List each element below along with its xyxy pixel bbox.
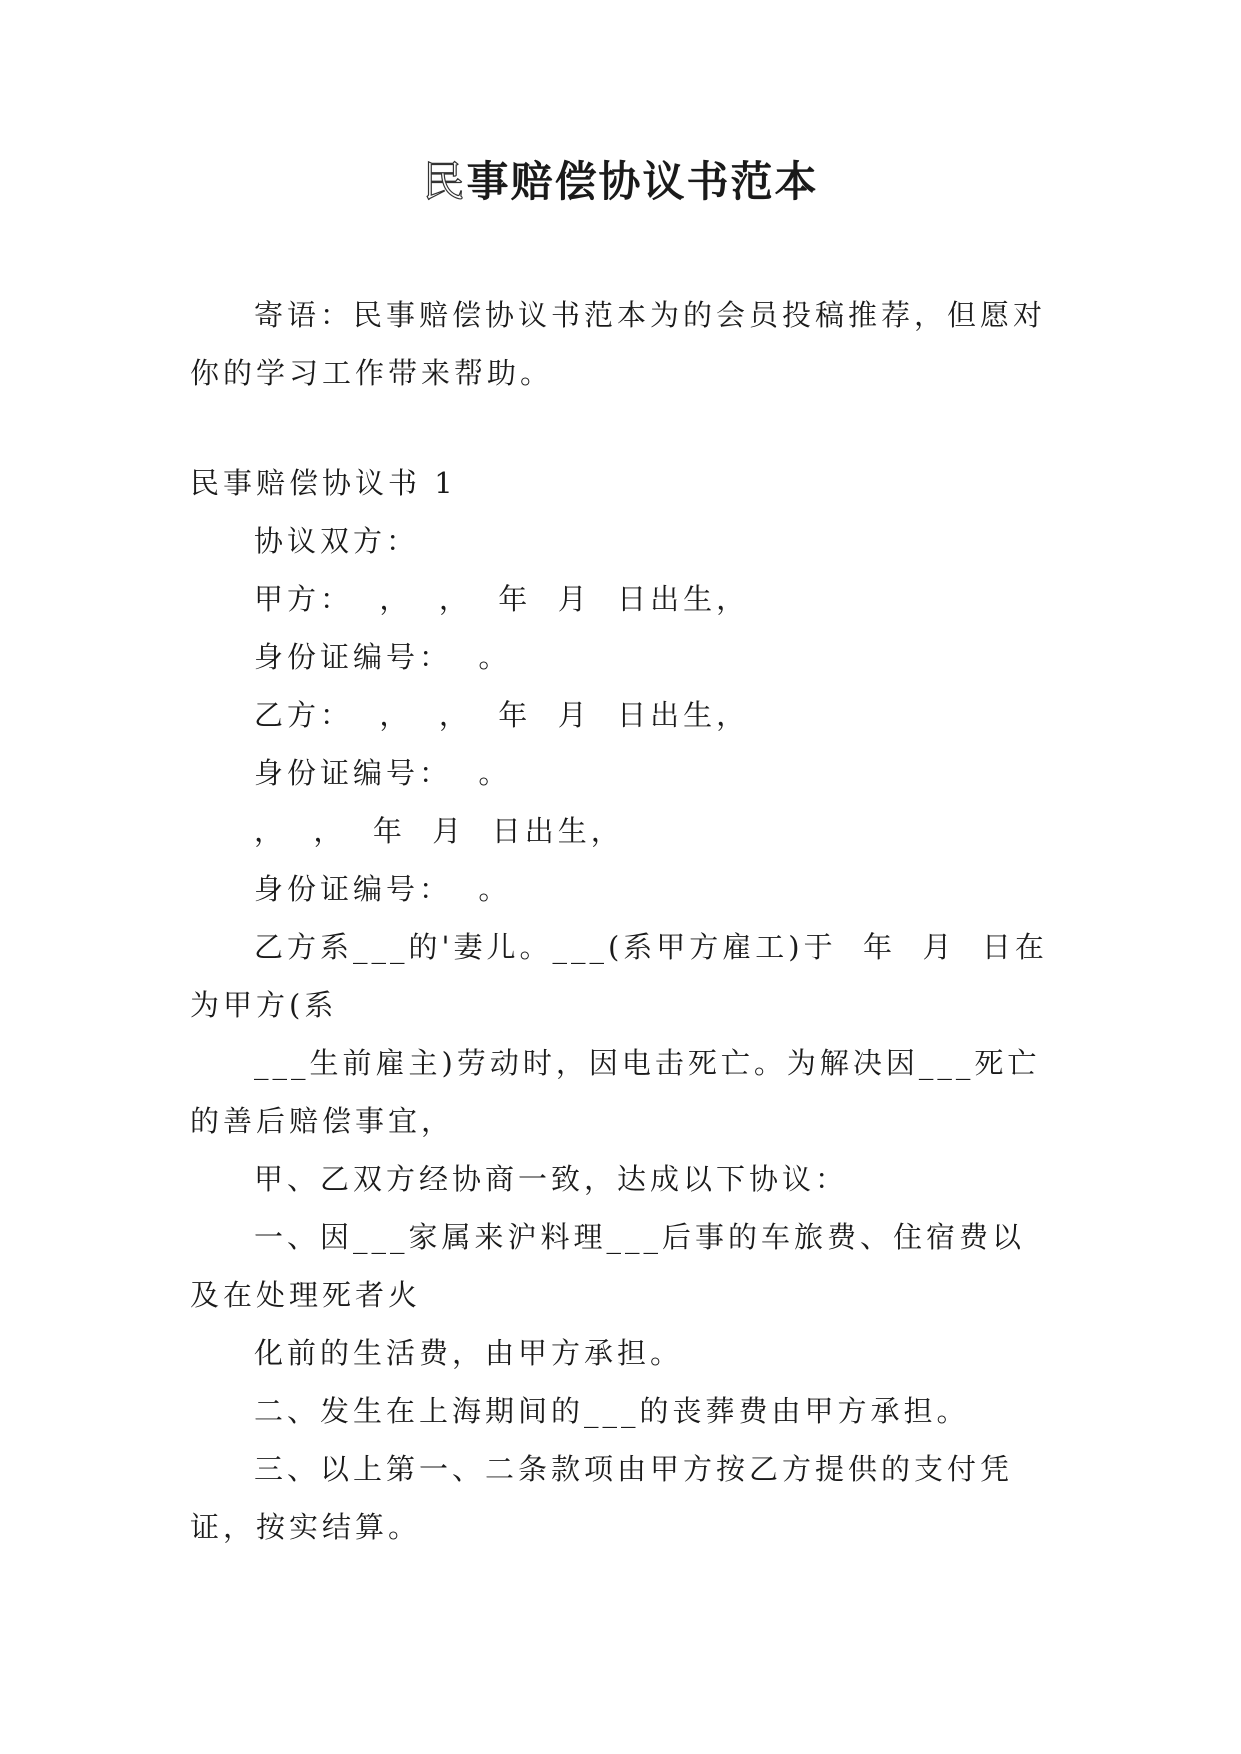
- paragraph: 化前的生活费，由甲方承担。: [254, 1336, 684, 1370]
- title-rest: 事赔偿协议书范本: [466, 157, 819, 206]
- paragraph: 乙方： ， ， 年 月 日出生，: [254, 698, 750, 732]
- section-heading: 民事赔偿协议书 1: [190, 466, 457, 500]
- intro-paragraph: 寄语：民事赔偿协议书范本为的会员投稿推荐，但愿对你的学习工作带来帮助。: [190, 298, 1047, 390]
- paragraph: ___生前雇主)劳动时，因电击死亡。为解决因___死亡的善后赔偿事宜，: [190, 1046, 1041, 1138]
- title-first-char: 民: [422, 157, 467, 206]
- document-body: [190, 286, 1050, 1556]
- paragraph: 甲方： ， ， 年 月 日出生，: [254, 582, 750, 616]
- paragraph: 身份证编号： 。: [254, 756, 512, 790]
- document-title: [0, 152, 1241, 212]
- paragraph: ， ， 年 月 日出生，: [254, 814, 624, 848]
- paragraph: 协议双方：: [254, 524, 420, 558]
- paragraph: 二、发生在上海期间的___的丧葬费由甲方承担。: [254, 1394, 970, 1428]
- paragraph: 乙方系___的'妻儿。___(系甲方雇工)于 年 月 日在为甲方(系: [190, 930, 1048, 1022]
- paragraph: 身份证编号： 。: [254, 640, 512, 674]
- paragraph: 三、以上第一、二条款项由甲方按乙方提供的支付凭证，按实结算。: [190, 1452, 1014, 1544]
- paragraph: 甲、乙双方经协商一致，达成以下协议：: [254, 1162, 849, 1196]
- paragraph: 一、因___家属来沪料理___后事的车旅费、住宿费以及在处理死者火: [190, 1220, 1026, 1312]
- paragraph: 身份证编号： 。: [254, 872, 512, 906]
- spacer: [190, 402, 1050, 454]
